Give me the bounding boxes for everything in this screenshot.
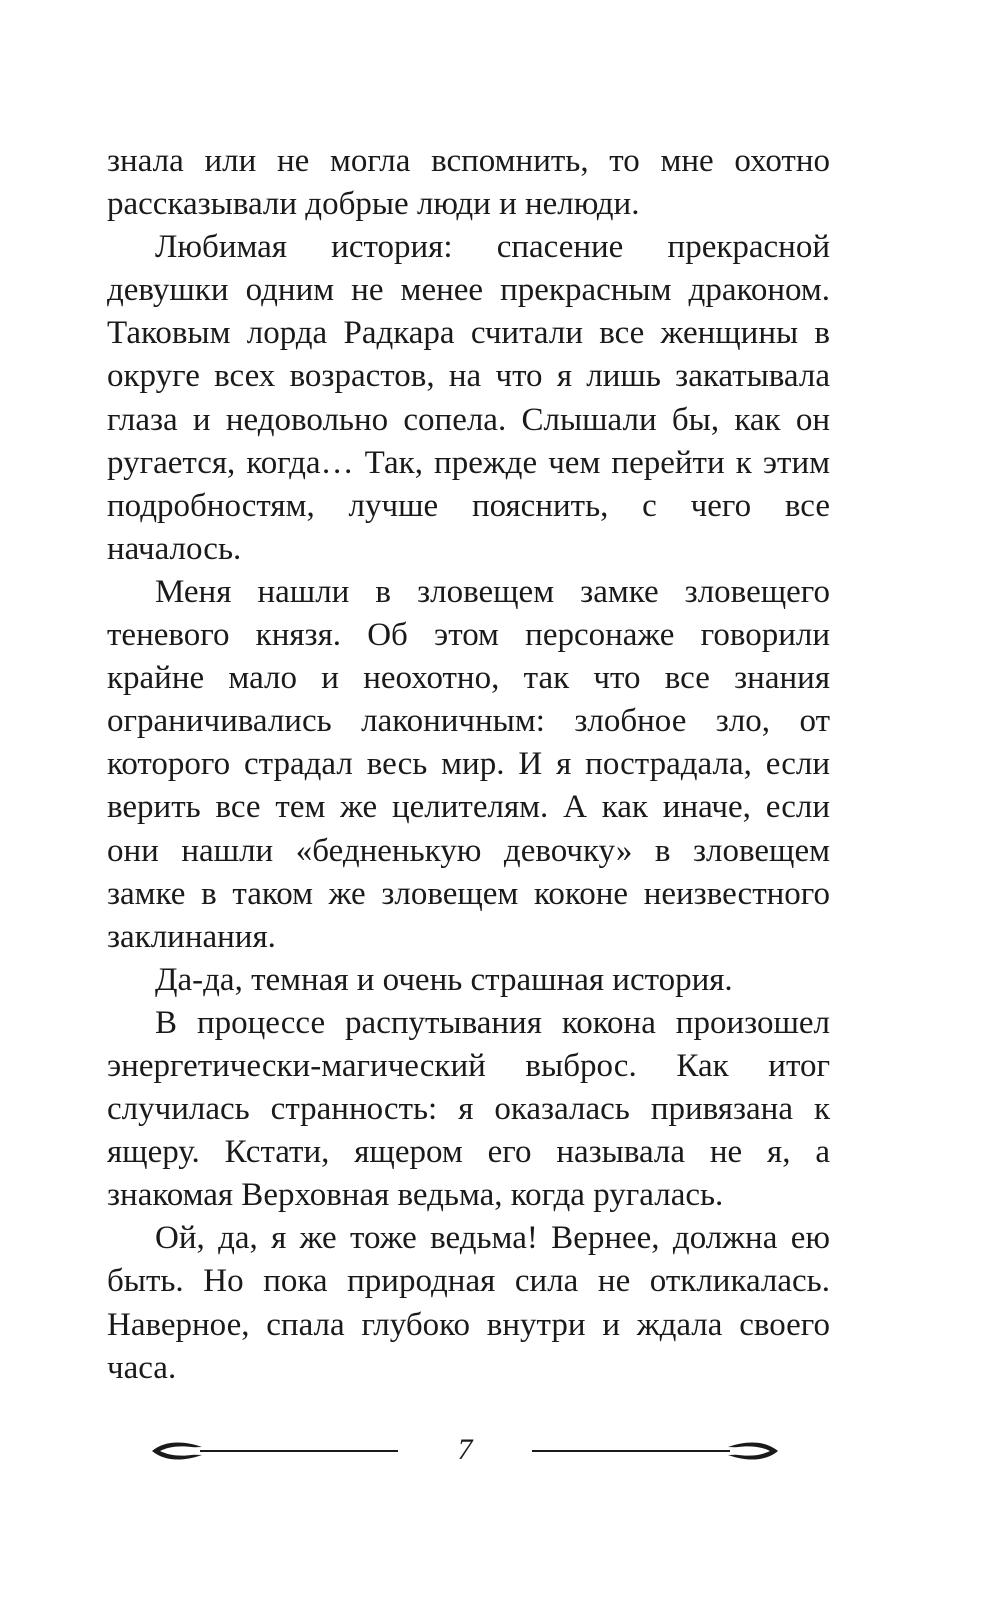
paragraph: Меня нашли в зловещем замке зловещего теневого князя. Об этом персонаже говорили крайне мало и неохотно, так что все знания ограничивались лаконичным: злобное зло, от которого страдал весь мир. И я пострадала, если верить все тем же целителям. А как иначе, если они нашли «бедненькую девочку» в зловещем замке в таком же зловещем коконе неизвестного заклинания.: [107, 573, 830, 955]
paragraph-continuation: знала или не могла вспомнить, то мне охотно рассказывали добрые люди и нелюди.: [107, 143, 830, 223]
paragraph: Любимая история: спасение прекрасной девушки одним не менее прекрасным драконом. Таковым лорда Радкара считали все женщины в округе всех возрастов, на что я лишь закатывала глаза и недовольно сопела. Слышали бы, как он ругается, когда… Так, прежде чем перейти к этим подробностям, лучше пояснить, с чего все началось.: [107, 229, 830, 567]
paragraph: В процессе распутывания кокона произошел энергетически-магический выброс. Как итог случилась странность: я оказалась привязана к ящеру. Кстати, ящером его называла не я, а знакомая Верховная ведьма, когда ругалась.: [107, 1004, 830, 1214]
body-text: [107, 140, 830, 1390]
paragraph: Ой, да, я же тоже ведьма! Вернее, должна ею быть. Но пока природная сила не откликалась. Наверное, спала глубоко внутри и ждала своего часа.: [107, 1220, 830, 1386]
right-ornament-icon: [530, 1436, 780, 1466]
page-number: 7: [457, 1433, 473, 1466]
page-footer: [150, 1430, 780, 1480]
paragraph: Да-да, темная и очень страшная история.: [155, 961, 733, 998]
